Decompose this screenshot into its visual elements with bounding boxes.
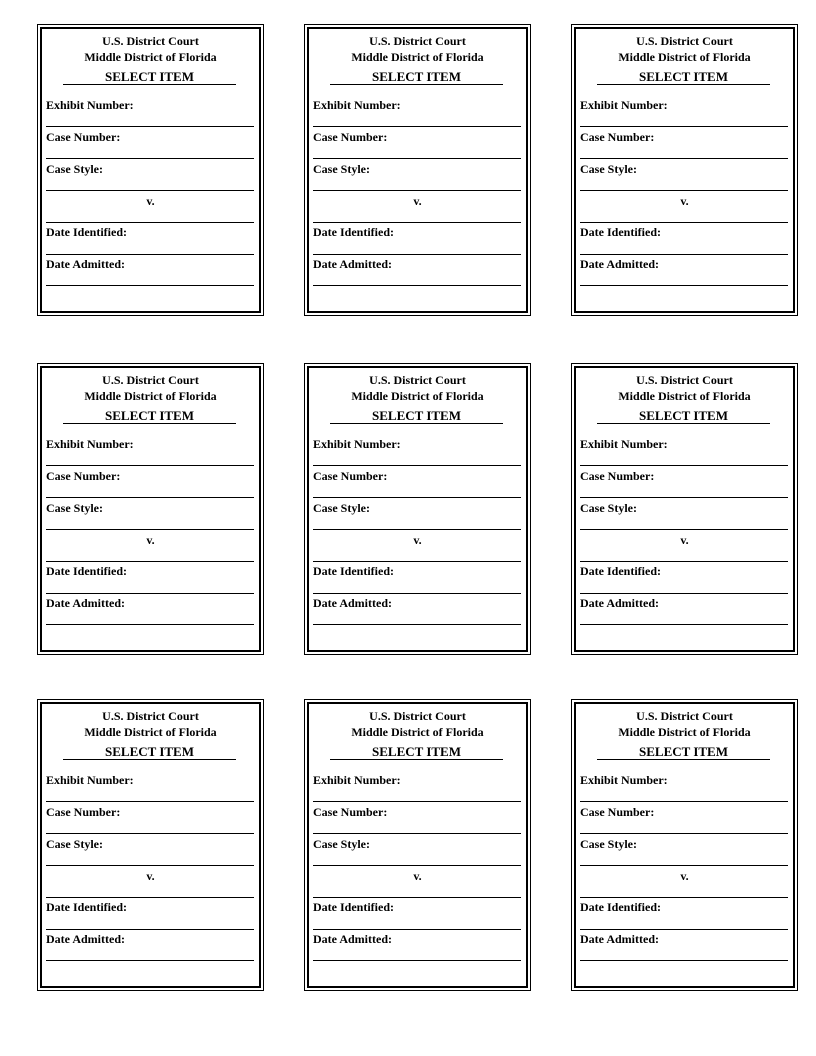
court-name: U.S. District Court xyxy=(636,373,733,387)
case-number-label: Case Number: xyxy=(313,805,388,819)
date-identified-label: Date Identified: xyxy=(313,564,394,578)
select-item-dropdown[interactable]: SELECT ITEM xyxy=(330,744,503,760)
versus-label: v. xyxy=(146,869,155,883)
case-style-label: Case Style: xyxy=(46,837,103,851)
exhibit-number-line[interactable] xyxy=(313,465,521,466)
date-identified-line[interactable] xyxy=(46,929,254,930)
date-identified-label: Date Identified: xyxy=(580,564,661,578)
exhibit-number-line[interactable] xyxy=(46,465,254,466)
date-admitted-label: Date Admitted: xyxy=(313,932,392,946)
date-admitted-label: Date Admitted: xyxy=(46,932,125,946)
date-admitted-label: Date Admitted: xyxy=(580,596,659,610)
versus-line[interactable] xyxy=(46,561,254,562)
case-style-line[interactable] xyxy=(580,529,788,530)
exhibit-number-label: Exhibit Number: xyxy=(313,437,401,451)
exhibit-number-label: Exhibit Number: xyxy=(46,98,134,112)
versus-label: v. xyxy=(680,194,689,208)
date-identified-line[interactable] xyxy=(580,254,788,255)
select-item-dropdown[interactable]: SELECT ITEM xyxy=(63,408,236,424)
date-identified-label: Date Identified: xyxy=(46,225,127,239)
versus-line[interactable] xyxy=(313,561,521,562)
case-number-label: Case Number: xyxy=(46,805,121,819)
date-admitted-label: Date Admitted: xyxy=(580,257,659,271)
district-name: Middle District of Florida xyxy=(84,725,217,739)
case-style-line[interactable] xyxy=(46,190,254,191)
case-style-label: Case Style: xyxy=(313,162,370,176)
case-style-label: Case Style: xyxy=(46,162,103,176)
date-admitted-label: Date Admitted: xyxy=(580,932,659,946)
case-number-label: Case Number: xyxy=(580,805,655,819)
date-admitted-line[interactable] xyxy=(46,960,254,961)
date-admitted-label: Date Admitted: xyxy=(46,257,125,271)
case-style-line[interactable] xyxy=(313,529,521,530)
exhibit-label xyxy=(304,699,531,991)
versus-line[interactable] xyxy=(46,222,254,223)
district-name: Middle District of Florida xyxy=(618,50,751,64)
date-identified-line[interactable] xyxy=(46,593,254,594)
date-identified-label: Date Identified: xyxy=(580,900,661,914)
case-number-label: Case Number: xyxy=(580,469,655,483)
versus-label: v. xyxy=(413,533,422,547)
date-identified-line[interactable] xyxy=(313,929,521,930)
date-identified-label: Date Identified: xyxy=(313,900,394,914)
exhibit-number-label: Exhibit Number: xyxy=(580,437,668,451)
case-style-line[interactable] xyxy=(580,865,788,866)
district-name: Middle District of Florida xyxy=(618,725,751,739)
district-name: Middle District of Florida xyxy=(351,50,484,64)
court-name: U.S. District Court xyxy=(369,34,466,48)
district-name: Middle District of Florida xyxy=(618,389,751,403)
versus-line[interactable] xyxy=(580,897,788,898)
date-admitted-line[interactable] xyxy=(580,624,788,625)
versus-label: v. xyxy=(680,869,689,883)
case-number-label: Case Number: xyxy=(46,130,121,144)
select-item-dropdown[interactable]: SELECT ITEM xyxy=(63,744,236,760)
exhibit-number-label: Exhibit Number: xyxy=(580,773,668,787)
versus-line[interactable] xyxy=(580,561,788,562)
court-name: U.S. District Court xyxy=(102,709,199,723)
court-name: U.S. District Court xyxy=(102,34,199,48)
exhibit-number-line[interactable] xyxy=(313,801,521,802)
district-name: Middle District of Florida xyxy=(84,50,217,64)
case-style-line[interactable] xyxy=(313,190,521,191)
district-name: Middle District of Florida xyxy=(351,725,484,739)
date-admitted-line[interactable] xyxy=(46,624,254,625)
exhibit-number-line[interactable] xyxy=(46,126,254,127)
case-style-label: Case Style: xyxy=(46,501,103,515)
case-style-label: Case Style: xyxy=(313,837,370,851)
district-name: Middle District of Florida xyxy=(84,389,217,403)
versus-line[interactable] xyxy=(580,222,788,223)
select-item-dropdown[interactable]: SELECT ITEM xyxy=(597,69,770,85)
select-item-dropdown[interactable]: SELECT ITEM xyxy=(63,69,236,85)
exhibit-label xyxy=(571,699,798,991)
exhibit-label xyxy=(304,363,531,655)
date-admitted-line[interactable] xyxy=(313,960,521,961)
date-admitted-line[interactable] xyxy=(313,624,521,625)
case-number-line[interactable] xyxy=(313,833,521,834)
exhibit-label xyxy=(37,24,264,316)
case-number-line[interactable] xyxy=(46,833,254,834)
date-identified-line[interactable] xyxy=(313,593,521,594)
case-number-line[interactable] xyxy=(46,497,254,498)
versus-line[interactable] xyxy=(313,222,521,223)
date-admitted-label: Date Admitted: xyxy=(313,257,392,271)
date-identified-label: Date Identified: xyxy=(580,225,661,239)
case-style-label: Case Style: xyxy=(580,837,637,851)
date-identified-line[interactable] xyxy=(313,254,521,255)
date-admitted-label: Date Admitted: xyxy=(313,596,392,610)
date-admitted-line[interactable] xyxy=(313,285,521,286)
date-identified-label: Date Identified: xyxy=(313,225,394,239)
exhibit-number-label: Exhibit Number: xyxy=(313,98,401,112)
case-number-line[interactable] xyxy=(580,833,788,834)
exhibit-number-line[interactable] xyxy=(580,126,788,127)
exhibit-number-line[interactable] xyxy=(580,465,788,466)
exhibit-number-line[interactable] xyxy=(46,801,254,802)
date-identified-line[interactable] xyxy=(580,929,788,930)
date-identified-line[interactable] xyxy=(580,593,788,594)
versus-label: v. xyxy=(413,194,422,208)
case-style-label: Case Style: xyxy=(313,501,370,515)
case-number-label: Case Number: xyxy=(580,130,655,144)
court-name: U.S. District Court xyxy=(369,373,466,387)
date-identified-label: Date Identified: xyxy=(46,564,127,578)
versus-line[interactable] xyxy=(46,897,254,898)
case-style-line[interactable] xyxy=(46,529,254,530)
date-admitted-line[interactable] xyxy=(46,285,254,286)
versus-label: v. xyxy=(146,533,155,547)
versus-label: v. xyxy=(680,533,689,547)
exhibit-number-line[interactable] xyxy=(580,801,788,802)
court-name: U.S. District Court xyxy=(636,709,733,723)
case-number-line[interactable] xyxy=(313,158,521,159)
case-style-line[interactable] xyxy=(313,865,521,866)
case-style-label: Case Style: xyxy=(580,162,637,176)
case-number-label: Case Number: xyxy=(313,130,388,144)
select-item-dropdown[interactable]: SELECT ITEM xyxy=(330,408,503,424)
case-style-line[interactable] xyxy=(580,190,788,191)
date-admitted-label: Date Admitted: xyxy=(46,596,125,610)
case-number-line[interactable] xyxy=(46,158,254,159)
exhibit-label xyxy=(571,24,798,316)
exhibit-label xyxy=(37,363,264,655)
exhibit-label xyxy=(571,363,798,655)
date-admitted-line[interactable] xyxy=(580,285,788,286)
exhibit-number-line[interactable] xyxy=(313,126,521,127)
court-name: U.S. District Court xyxy=(369,709,466,723)
versus-label: v. xyxy=(146,194,155,208)
exhibit-number-label: Exhibit Number: xyxy=(313,773,401,787)
case-style-label: Case Style: xyxy=(580,501,637,515)
court-name: U.S. District Court xyxy=(102,373,199,387)
case-number-label: Case Number: xyxy=(313,469,388,483)
date-admitted-line[interactable] xyxy=(580,960,788,961)
date-identified-label: Date Identified: xyxy=(46,900,127,914)
exhibit-number-label: Exhibit Number: xyxy=(46,773,134,787)
select-item-dropdown[interactable]: SELECT ITEM xyxy=(330,69,503,85)
case-number-label: Case Number: xyxy=(46,469,121,483)
court-name: U.S. District Court xyxy=(636,34,733,48)
versus-line[interactable] xyxy=(313,897,521,898)
select-item-dropdown[interactable]: SELECT ITEM xyxy=(597,744,770,760)
district-name: Middle District of Florida xyxy=(351,389,484,403)
versus-label: v. xyxy=(413,869,422,883)
case-number-line[interactable] xyxy=(580,158,788,159)
exhibit-number-label: Exhibit Number: xyxy=(580,98,668,112)
exhibit-label xyxy=(304,24,531,316)
exhibit-number-label: Exhibit Number: xyxy=(46,437,134,451)
case-number-line[interactable] xyxy=(313,497,521,498)
select-item-dropdown[interactable]: SELECT ITEM xyxy=(597,408,770,424)
date-identified-line[interactable] xyxy=(46,254,254,255)
case-style-line[interactable] xyxy=(46,865,254,866)
case-number-line[interactable] xyxy=(580,497,788,498)
exhibit-label xyxy=(37,699,264,991)
